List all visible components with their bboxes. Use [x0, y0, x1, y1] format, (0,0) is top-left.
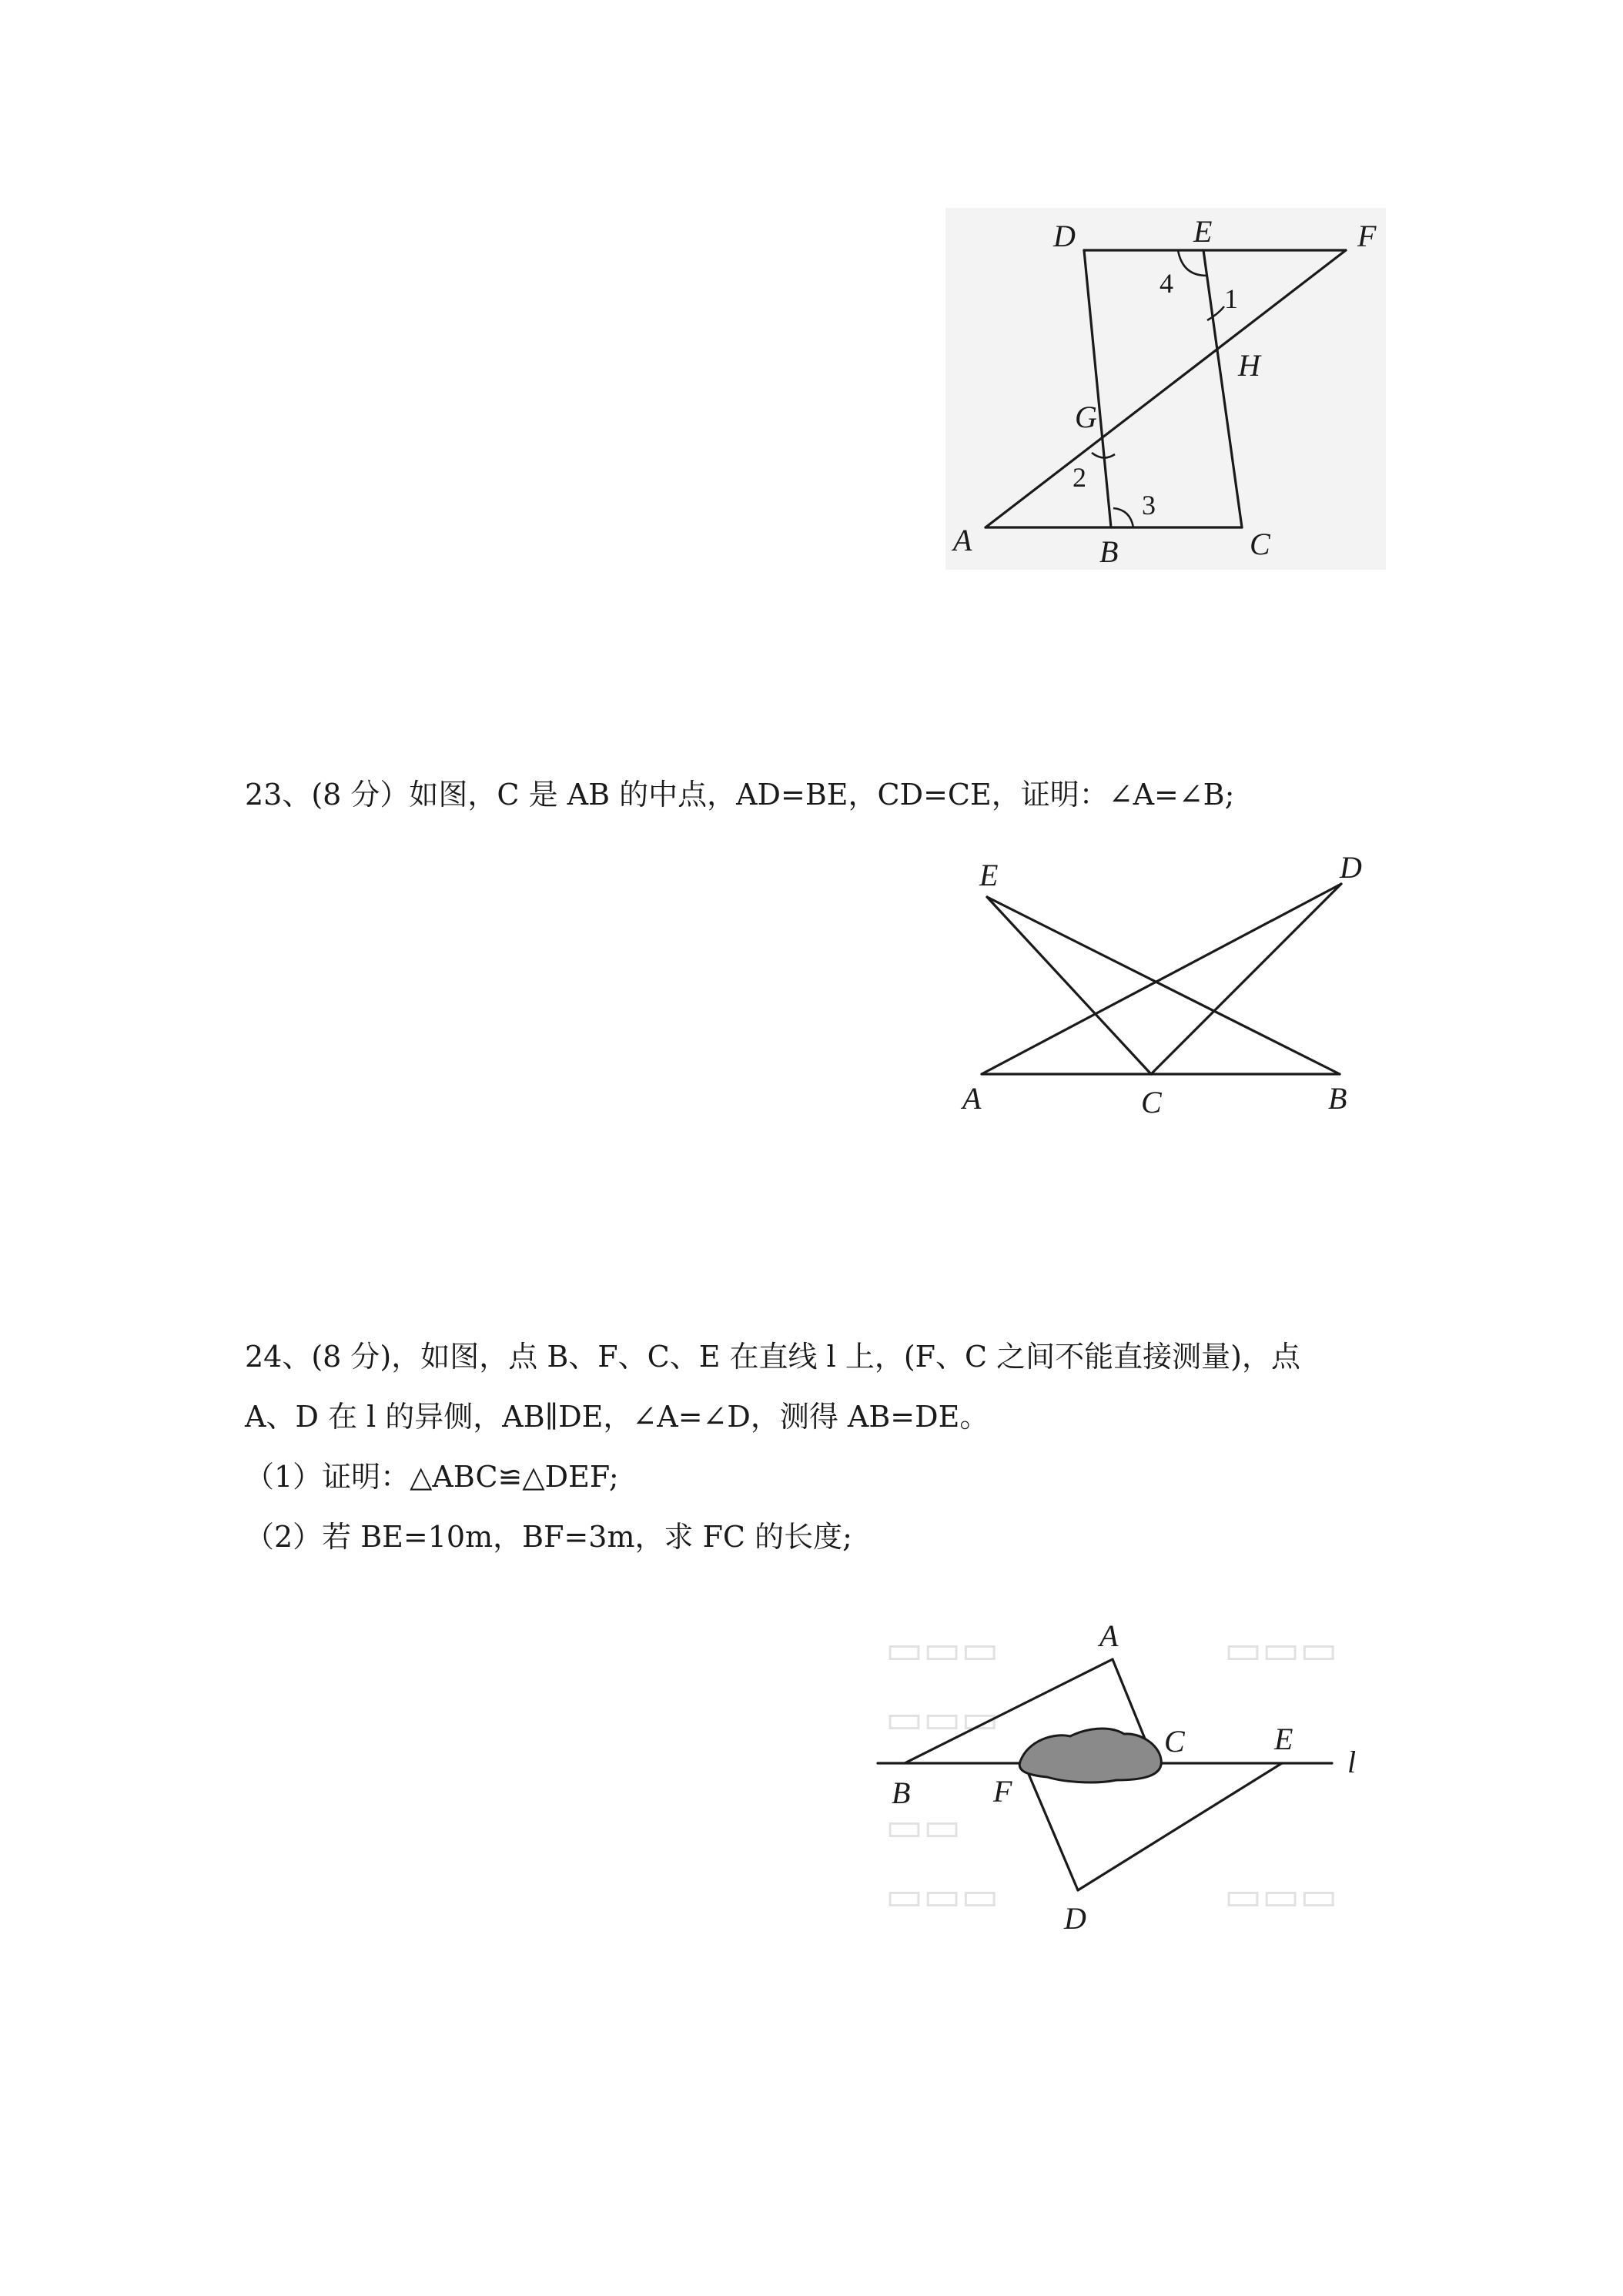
figure-1-diagram: [945, 208, 1386, 570]
label-B: B: [1328, 1081, 1347, 1116]
svg-text:▭▭▭: ▭▭▭: [1224, 1627, 1338, 1673]
label-B: B: [1099, 534, 1119, 569]
label-F: F: [993, 1774, 1012, 1809]
label-E: E: [1274, 1722, 1293, 1756]
label-F: F: [1357, 219, 1377, 253]
label-B: B: [892, 1776, 911, 1810]
svg-text:▭▭▭: ▭▭▭: [885, 1627, 999, 1673]
question-24-part-2: （2）若 BE=10m，BF=3m，求 FC 的长度;: [245, 1520, 852, 1554]
label-A: A: [962, 1081, 982, 1116]
segment-AD: [982, 884, 1341, 1074]
label-C: C: [1164, 1724, 1185, 1759]
figure-3-diagram: [862, 1578, 1417, 1963]
label-D: D: [1064, 1901, 1086, 1936]
label-E: E: [979, 858, 999, 892]
angle-label-3: 3: [1142, 490, 1156, 520]
label-A: A: [1099, 1618, 1119, 1653]
angle-label-2: 2: [1073, 462, 1086, 493]
question-24-line-1: 24、(8 分)，如图，点 B、F、C、E 在直线 l 上，(F、C 之间不能直接测量)，点: [245, 1340, 1301, 1374]
segment-EB: [987, 897, 1340, 1074]
label-D: D: [1053, 219, 1076, 253]
figure-2-diagram: [939, 847, 1401, 1124]
question-24-line-2: A、D 在 l 的异侧，AB∥DE，∠A=∠D，测得 AB=DE。: [245, 1400, 989, 1434]
segment-CD: [1151, 884, 1341, 1074]
angle-label-1: 1: [1224, 283, 1238, 314]
angle-label-4: 4: [1160, 268, 1173, 299]
label-H: H: [1238, 348, 1260, 383]
label-C: C: [1250, 527, 1270, 561]
svg-text:▭▭▭: ▭▭▭: [885, 1696, 999, 1742]
label-C: C: [1141, 1085, 1162, 1120]
question-24-part-1: （1）证明：△ABC≌△DEF;: [245, 1460, 619, 1494]
label-G: G: [1075, 400, 1097, 434]
label-D: D: [1340, 850, 1362, 885]
question-23-text: 23、(8 分）如图，C 是 AB 的中点，AD=BE，CD=CE，证明：∠A=∠B;: [245, 778, 1235, 812]
svg-text:▭▭▭: ▭▭▭: [1224, 1873, 1338, 1919]
label-A: A: [953, 523, 972, 557]
label-E: E: [1193, 214, 1213, 249]
svg-text:▭▭▭: ▭▭▭: [885, 1873, 999, 1919]
svg-text:▭▭: ▭▭: [885, 1804, 962, 1850]
label-l: l: [1347, 1745, 1357, 1779]
segment-EC: [987, 897, 1151, 1074]
